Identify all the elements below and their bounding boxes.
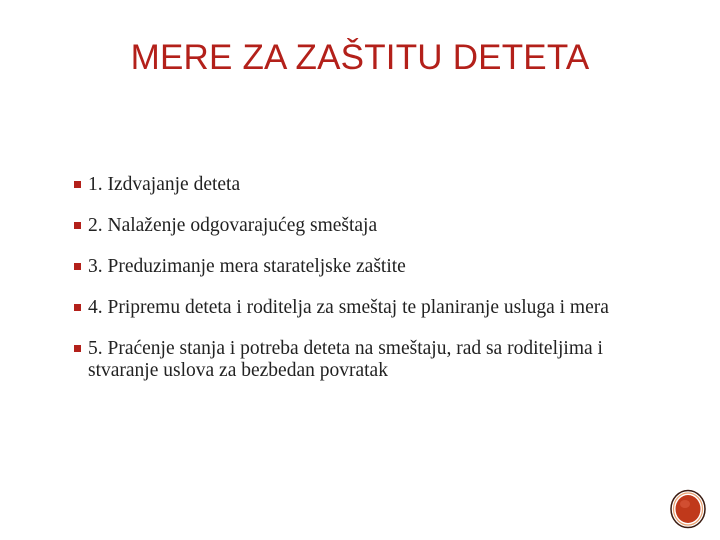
square-bullet-icon — [74, 222, 81, 229]
bullet-text: 2. Nalaženje odgovarajućeg smeštaja — [88, 215, 378, 236]
list-item — [74, 174, 634, 196]
square-bullet-icon — [74, 304, 81, 311]
list-item — [74, 338, 634, 382]
bullet-list — [74, 174, 634, 382]
list-item — [74, 256, 634, 278]
square-bullet-icon — [74, 345, 81, 352]
decorative-emblem-icon — [669, 489, 707, 529]
bullet-text: 3. Preduzimanje mera starateljske zaštite — [88, 256, 406, 277]
list-item — [74, 297, 634, 319]
bullet-text: 1. Izdvajanje deteta — [88, 174, 241, 195]
slide-title: MERE ZA ZAŠTITU DETETA — [130, 38, 590, 77]
square-bullet-icon — [74, 263, 81, 270]
square-bullet-icon — [74, 181, 81, 188]
list-item — [74, 215, 634, 237]
bullet-text: 5. Praćenje stanja i potreba deteta na smeštaju, rad sa roditeljima i stvaranje uslova za bezbedan povratak — [88, 338, 603, 381]
bullet-text: 4. Pripremu deteta i roditelja za smeštaj te planiranje usluga i mera — [88, 297, 609, 318]
